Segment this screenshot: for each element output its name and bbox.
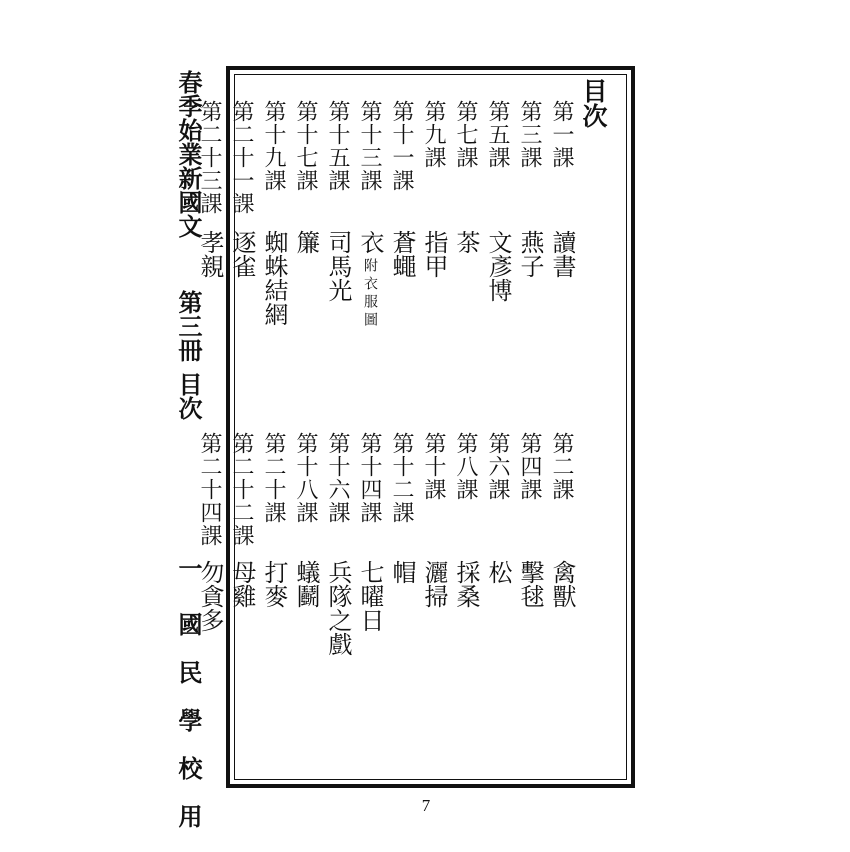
lesson-number-23: 第二十三課 — [197, 100, 222, 215]
lesson-title-8: 採桑 — [452, 560, 480, 608]
lesson-title-14: 七曜日 — [356, 560, 384, 632]
lesson-number-7: 第七課 — [453, 100, 478, 169]
section-label: 目次 — [174, 372, 203, 420]
lesson-title-21: 逐雀 — [228, 230, 256, 278]
book-title: 春季始業新國文 — [174, 70, 203, 238]
lesson-title-23: 孝親 — [196, 230, 224, 278]
lesson-title-3: 燕子 — [516, 230, 544, 278]
lesson-number-5: 第五課 — [485, 100, 510, 169]
lesson-number-22: 第二十二課 — [229, 432, 254, 547]
lesson-title-19: 蜘蛛結網 — [260, 230, 288, 326]
lesson-note-13: 附衣服圖 — [362, 258, 378, 330]
lesson-title-17: 簾 — [292, 230, 320, 254]
lesson-number-24: 第二十四課 — [197, 432, 222, 547]
lesson-number-20: 第二十課 — [261, 432, 286, 524]
lesson-title-4: 擊毬 — [516, 560, 544, 608]
lesson-title-1: 讀書 — [548, 230, 576, 278]
lesson-number-16: 第十六課 — [325, 432, 350, 524]
lesson-title-22: 母雞 — [228, 560, 256, 608]
lesson-number-9: 第九課 — [421, 100, 446, 169]
lesson-number-12: 第十二課 — [389, 432, 414, 524]
lesson-number-10: 第十課 — [421, 432, 446, 501]
lesson-number-13: 第十三課 — [357, 100, 382, 192]
toc-heading: 目次 — [579, 78, 608, 128]
lesson-title-15: 司馬光 — [324, 230, 352, 302]
lesson-number-2: 第二課 — [549, 432, 574, 501]
lesson-number-15: 第十五課 — [325, 100, 350, 192]
lesson-number-19: 第十九課 — [261, 100, 286, 192]
lesson-title-5: 文彥博 — [484, 230, 512, 302]
volume-label: 第三冊 — [174, 290, 203, 362]
lesson-number-1: 第一課 — [549, 100, 574, 169]
lesson-number-18: 第十八課 — [293, 432, 318, 524]
page-number: 7 — [421, 796, 431, 815]
lesson-number-8: 第八課 — [453, 432, 478, 501]
leaf-number: 一 — [174, 556, 203, 580]
lesson-title-6: 松 — [484, 560, 512, 584]
lesson-title-2: 禽獸 — [548, 560, 576, 608]
lesson-title-11: 蒼蠅 — [388, 230, 416, 278]
lesson-number-6: 第六課 — [485, 432, 510, 501]
lesson-title-13: 衣 — [356, 230, 384, 254]
lesson-title-7: 茶 — [452, 230, 480, 254]
publisher-label: 國民學校用 — [174, 612, 203, 852]
lesson-number-21: 第二十一課 — [229, 100, 254, 215]
lesson-title-20: 打麥 — [260, 560, 288, 608]
lesson-title-24: 勿貪多 — [196, 560, 224, 632]
lesson-title-10: 灑掃 — [420, 560, 448, 608]
lesson-number-4: 第四課 — [517, 432, 542, 501]
lesson-title-16: 兵隊之戲 — [324, 560, 352, 656]
lesson-number-11: 第十一課 — [389, 100, 414, 192]
lesson-title-18: 蟻鬬 — [292, 560, 320, 608]
lesson-number-17: 第十七課 — [293, 100, 318, 192]
lesson-title-12: 帽 — [388, 560, 416, 584]
lesson-number-14: 第十四課 — [357, 432, 382, 524]
lesson-title-9: 指甲 — [420, 230, 448, 278]
lesson-number-3: 第三課 — [517, 100, 542, 169]
